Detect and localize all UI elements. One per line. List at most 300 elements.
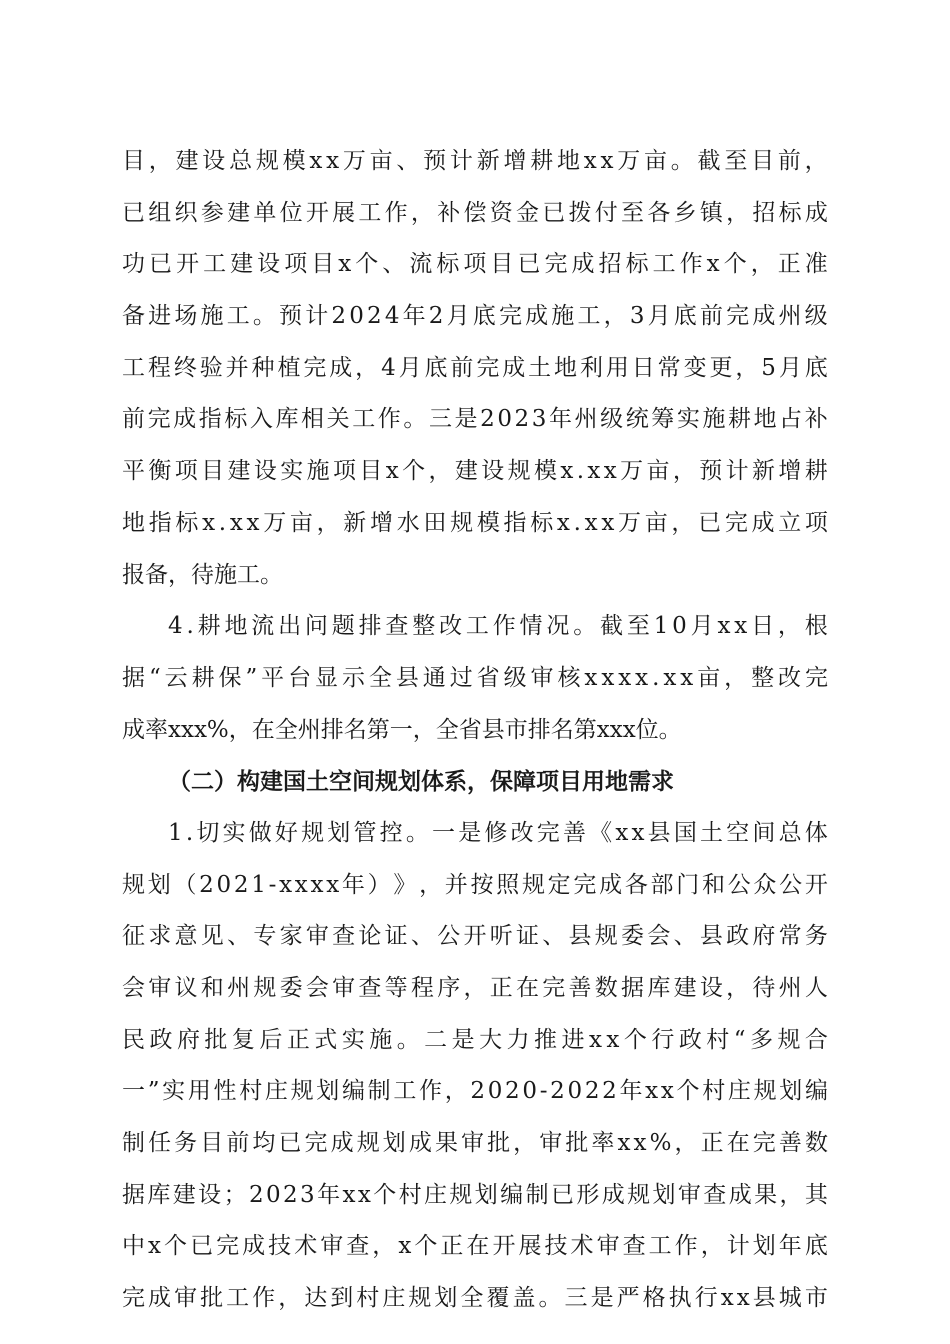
character: 三: [428, 406, 452, 433]
character: 个: [723, 251, 747, 278]
character: 个: [414, 1233, 438, 1260]
character: 审: [305, 923, 329, 950]
character: x: [645, 1078, 659, 1105]
character: x: [202, 509, 216, 536]
character: x: [603, 458, 617, 485]
character: 一: [432, 819, 456, 846]
character: ，: [428, 458, 452, 485]
character: 施: [306, 458, 330, 485]
character: 查: [332, 923, 356, 950]
character: 证: [384, 923, 408, 950]
character: 制: [367, 1078, 391, 1105]
character: 显: [315, 664, 339, 691]
character: 标: [224, 406, 248, 433]
text-line: [122, 653, 828, 705]
character: 截: [697, 148, 721, 174]
character: 实: [341, 1026, 365, 1053]
character: 查: [703, 1181, 727, 1208]
character: 庄: [264, 1078, 288, 1105]
character: x: [734, 613, 748, 640]
character: 会: [122, 975, 145, 1001]
character: 审: [148, 975, 172, 1001]
character: 完: [122, 1285, 145, 1312]
character: 据: [122, 664, 145, 691]
character: 完: [804, 664, 828, 691]
character: 规: [521, 871, 545, 898]
character: 成: [525, 303, 549, 330]
character: 项: [463, 251, 487, 278]
character: 0: [672, 613, 687, 640]
character: 做: [248, 819, 272, 846]
character: 实: [280, 458, 304, 485]
character: x: [342, 1181, 356, 1208]
character: 指: [198, 406, 222, 433]
character: 在: [726, 1130, 750, 1157]
character: 门: [676, 871, 700, 898]
character: 委: [279, 975, 303, 1001]
character: ，: [355, 354, 379, 381]
character: x: [680, 664, 694, 691]
character: 正: [286, 1026, 310, 1053]
character: 个: [164, 1233, 188, 1260]
character: 规: [507, 458, 531, 485]
character: 划: [474, 1181, 498, 1208]
character: 县: [699, 923, 723, 950]
character: 》: [393, 871, 417, 898]
character: 庄: [382, 1285, 406, 1312]
character: 付: [594, 199, 618, 226]
character: 。: [252, 303, 276, 330]
character: x: [357, 1181, 371, 1208]
text-line: [122, 601, 828, 653]
character: 前: [777, 148, 801, 174]
character: 底: [804, 354, 828, 381]
character: 论: [358, 923, 382, 950]
character: 问: [304, 613, 328, 640]
character: 衡: [148, 458, 172, 485]
character: 施: [369, 1026, 393, 1053]
character: 审: [677, 1181, 701, 1208]
character: 出: [278, 613, 302, 640]
character: 5: [761, 354, 776, 381]
character: 计: [725, 458, 749, 485]
character: 示: [341, 664, 365, 691]
character: 在: [466, 1233, 490, 1260]
character: 求: [148, 923, 172, 950]
character: 核: [557, 664, 581, 691]
character: 耕: [804, 458, 828, 485]
character: 、: [382, 251, 406, 278]
character: x: [584, 509, 598, 536]
character: 云: [164, 664, 188, 691]
character: 功: [122, 251, 145, 278]
character: 程: [410, 975, 434, 1001]
character: 施: [551, 303, 575, 330]
character: 0: [522, 1078, 538, 1105]
character: 省: [476, 664, 500, 691]
character: 划: [752, 1233, 776, 1260]
character: -: [268, 871, 277, 898]
character: 立: [778, 509, 802, 536]
line-text: [122, 653, 828, 705]
text-line: [122, 963, 828, 1015]
character: 乡: [673, 199, 697, 226]
character: x: [294, 871, 308, 898]
character: 到: [330, 1285, 354, 1312]
character: 组: [148, 199, 172, 226]
character: 台: [288, 664, 312, 691]
character: 政: [678, 1026, 702, 1053]
character: ，: [777, 613, 801, 640]
character: 地: [122, 509, 145, 536]
character: 力: [506, 1026, 530, 1053]
character: 1: [251, 871, 266, 898]
character: x: [631, 819, 645, 846]
character: 规: [450, 509, 474, 536]
character: 国: [673, 819, 697, 846]
character: 级: [600, 406, 624, 433]
character: 是: [458, 819, 482, 846]
character: 完: [752, 1130, 776, 1157]
character: 是: [451, 1026, 475, 1053]
character: 种: [251, 354, 275, 381]
character: 年: [317, 1181, 341, 1208]
character: 专: [253, 923, 277, 950]
character: 市: [804, 1285, 828, 1312]
character: 耕: [191, 664, 215, 691]
line-text: [122, 963, 828, 1015]
character: 众: [753, 871, 777, 898]
character: ，: [700, 1233, 724, 1260]
character: 等: [384, 975, 408, 1001]
character: 村: [356, 1285, 380, 1312]
character: 完: [216, 1233, 240, 1260]
character: 照: [496, 871, 520, 898]
text-line: [122, 1015, 828, 1067]
character: 年: [778, 1233, 802, 1260]
character: x: [584, 664, 598, 691]
character: 2: [480, 406, 495, 433]
character: 标: [530, 509, 554, 536]
text-line: [122, 911, 828, 963]
character: 新: [752, 458, 775, 485]
character: 2: [514, 406, 530, 433]
character: 整: [751, 664, 775, 691]
character: 进: [148, 303, 172, 330]
character: 作: [419, 1078, 443, 1105]
character: 。: [403, 406, 427, 433]
character: 完: [573, 871, 597, 898]
character: 展: [518, 1233, 542, 1260]
character: 2: [283, 1181, 298, 1208]
character: 规: [356, 1130, 380, 1157]
character: x: [635, 664, 649, 691]
character: 标: [436, 251, 460, 278]
character: 计: [449, 148, 473, 174]
character: 项: [284, 251, 308, 278]
character: ，: [463, 975, 487, 1001]
character: 术: [570, 1233, 594, 1260]
character: 2: [602, 1078, 617, 1105]
character: 至: [724, 148, 748, 174]
character: 用: [187, 1078, 211, 1105]
character: 植: [277, 354, 301, 381]
character: 审: [539, 1130, 563, 1157]
character: 库: [275, 406, 299, 433]
character: x: [663, 664, 677, 691]
character: 增: [778, 458, 802, 485]
character: 统: [625, 406, 649, 433]
character: 民: [122, 1026, 145, 1053]
character: 筹: [651, 406, 675, 433]
character: 亩: [646, 458, 670, 485]
character: x: [556, 509, 570, 536]
character: 人: [804, 975, 828, 1001]
character: 过: [449, 664, 473, 691]
character: 控: [379, 819, 403, 846]
character: 技: [268, 1233, 292, 1260]
character: 县: [568, 923, 592, 950]
character: 正: [700, 1130, 724, 1157]
character: 常: [778, 923, 802, 950]
character: 单: [253, 199, 277, 226]
character: 村: [239, 1078, 263, 1105]
character: 2: [505, 1078, 520, 1105]
line-text: [122, 498, 828, 550]
character: 善: [568, 975, 592, 1001]
character: 亩: [644, 509, 668, 536]
character: 用: [605, 354, 629, 381]
character: 正: [489, 975, 513, 1001]
line-text: [122, 1273, 828, 1325]
character: 项: [333, 458, 356, 485]
character: 和: [200, 975, 224, 1001]
character: x: [615, 819, 629, 846]
character: 施: [200, 303, 224, 330]
character: 年: [402, 303, 426, 330]
character: 政: [726, 923, 750, 950]
character: 大: [479, 1026, 503, 1053]
character: 4: [381, 354, 396, 381]
character: ”: [147, 1078, 160, 1105]
character: 均: [252, 1130, 276, 1157]
text-line: [122, 394, 828, 446]
character: 设: [253, 458, 277, 485]
character: 万: [617, 148, 641, 174]
character: 管: [353, 819, 377, 846]
character: 耕: [197, 613, 221, 640]
line-text: [122, 1066, 828, 1118]
character: 镇: [699, 199, 723, 226]
line-text: [122, 394, 828, 446]
character: x: [717, 613, 731, 640]
character: 预: [279, 303, 303, 330]
character: 情: [519, 613, 543, 640]
character: 年: [341, 871, 365, 898]
character: 金: [515, 199, 539, 226]
text-line: [122, 188, 828, 240]
character: 个: [402, 458, 426, 485]
character: 2: [233, 871, 249, 898]
character: 织: [174, 199, 198, 226]
character: 果: [754, 1181, 778, 1208]
character: 编: [341, 1078, 365, 1105]
character: 好: [274, 819, 298, 846]
character: x: [309, 148, 323, 174]
text-line: [122, 1066, 828, 1118]
character: 成: [728, 1181, 752, 1208]
character: 划: [779, 1078, 803, 1105]
character: 2: [428, 303, 444, 330]
text-line: [122, 1273, 828, 1325]
character: 成: [601, 1181, 625, 1208]
character: 数: [804, 1130, 828, 1157]
character: 2: [470, 1078, 486, 1105]
character: 3: [300, 1181, 315, 1208]
character: 是: [590, 1285, 614, 1312]
character: 县: [647, 819, 671, 846]
character: 《: [589, 819, 613, 846]
character: x: [601, 509, 615, 536]
character: ，: [726, 975, 750, 1001]
character: 1: [653, 613, 669, 640]
character: 招: [598, 251, 622, 278]
character: 审: [332, 975, 356, 1001]
character: 月: [690, 613, 714, 640]
character: 规: [301, 819, 325, 846]
character: 定: [547, 871, 571, 898]
text-line: [122, 239, 828, 291]
character: x: [588, 1026, 602, 1053]
character: 已: [122, 199, 145, 226]
character: 批: [565, 1130, 589, 1157]
character: 展: [332, 199, 356, 226]
character: 开: [463, 923, 487, 950]
character: 开: [804, 871, 828, 898]
character: 务: [174, 1130, 198, 1157]
character: 、: [542, 923, 566, 950]
character: x: [606, 1026, 620, 1053]
character: 。: [573, 613, 597, 640]
character: 。: [670, 148, 694, 174]
character: ，: [674, 1130, 698, 1157]
character: 建: [673, 975, 697, 1001]
character: 题: [331, 613, 355, 640]
character: 府: [752, 923, 776, 950]
character: 排: [358, 613, 382, 640]
character: ；: [223, 1181, 247, 1208]
character: 作: [492, 613, 516, 640]
character: 规: [753, 1078, 777, 1105]
character: 日: [751, 613, 775, 640]
character: 耕: [530, 148, 554, 174]
character: ，: [804, 148, 828, 174]
character: 征: [122, 923, 145, 950]
character: x: [633, 1130, 647, 1157]
character: x: [246, 509, 260, 536]
character: 月: [398, 354, 422, 381]
character: 庄: [727, 1078, 751, 1105]
character: 空: [726, 819, 750, 846]
character: 地: [753, 406, 777, 433]
character: 开: [176, 251, 200, 278]
character: 成: [571, 251, 595, 278]
character: 库: [147, 1181, 171, 1208]
character: 相: [301, 406, 325, 433]
character: 成: [408, 1130, 432, 1157]
character: 底: [673, 303, 697, 330]
character: 制: [525, 1181, 549, 1208]
character: 家: [279, 923, 303, 950]
character: 工: [652, 251, 676, 278]
character: ，: [671, 509, 695, 536]
character: 工: [226, 1285, 250, 1312]
character: 总: [229, 148, 253, 174]
character: x: [229, 509, 243, 536]
character: 划: [434, 1285, 458, 1312]
character: 复: [231, 1026, 255, 1053]
character: 准: [804, 251, 828, 278]
character: 底: [804, 1233, 828, 1260]
character: 增: [370, 509, 393, 536]
character: 规: [777, 1026, 801, 1053]
character: 编: [804, 1078, 828, 1105]
character: 亩: [289, 509, 313, 536]
character: 至: [626, 613, 650, 640]
character: 目: [751, 148, 775, 174]
character: 改: [510, 819, 534, 846]
character: 完: [544, 251, 568, 278]
line-text: 成率xxx%，在全州排名第一，全省县市排名第xxx位。: [122, 716, 682, 743]
character: 成: [329, 354, 353, 381]
character: 地: [224, 613, 248, 640]
character: 会: [647, 923, 671, 950]
character: 查: [358, 975, 382, 1001]
character: 月: [647, 303, 671, 330]
character: x: [310, 871, 324, 898]
character: 修: [484, 819, 508, 846]
character: 各: [647, 199, 671, 226]
character: 正: [440, 1233, 464, 1260]
text-line: [122, 1170, 828, 1222]
character: 规: [290, 1078, 314, 1105]
line-text: [122, 239, 828, 291]
character: 指: [148, 509, 172, 536]
character: 审: [174, 1285, 198, 1312]
character: 中: [122, 1233, 145, 1260]
character: ，: [735, 354, 759, 381]
character: 资: [489, 199, 513, 226]
character: 已: [698, 509, 722, 536]
line-text: [168, 601, 828, 653]
character: 地: [554, 354, 578, 381]
character: 。: [538, 1285, 562, 1312]
character: 设: [481, 458, 505, 485]
character: 模: [476, 509, 500, 536]
character: 作: [377, 406, 401, 433]
character: 、: [396, 148, 420, 174]
character: 级: [503, 664, 527, 691]
character: 待: [752, 975, 776, 1001]
character: 田: [423, 509, 447, 536]
character: x: [600, 148, 614, 174]
character: 执: [668, 1285, 692, 1312]
text-line: [122, 1118, 828, 1170]
character: 完: [726, 303, 750, 330]
text-line: [122, 705, 828, 757]
character: 项: [174, 458, 198, 485]
character: 招: [752, 199, 776, 226]
